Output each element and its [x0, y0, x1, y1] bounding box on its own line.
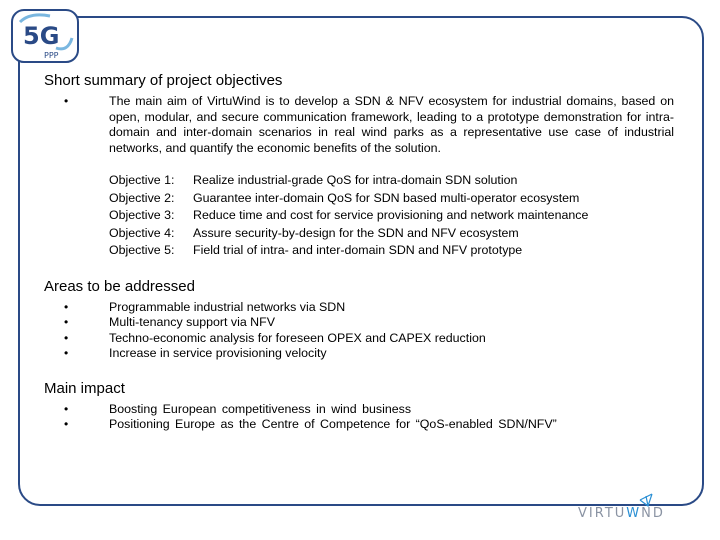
bullet-icon: •	[64, 346, 69, 361]
virtuwind-logo	[578, 492, 682, 528]
summary-bullets	[44, 94, 674, 156]
list-item-text: Techno-economic analysis for foreseen OPEX and CAPEX reduction	[109, 330, 486, 345]
virtuwind-text-a: VIRTU	[578, 506, 627, 521]
objective-row	[109, 190, 674, 208]
virtuwind-text-b: W	[626, 506, 642, 521]
impact-heading: Main impact	[44, 379, 125, 397]
list-item	[44, 417, 674, 433]
ppp-logo-text: PPP	[44, 51, 59, 60]
objective-text: Realize industrial-grade QoS for intra-domain SDN solution	[193, 173, 518, 187]
list-item-text: Programmable industrial networks via SDN	[109, 299, 346, 314]
list-item	[44, 346, 674, 362]
objective-text: Reduce time and cost for service provisioning and network maintenance	[193, 208, 589, 223]
bullet-icon: •	[64, 94, 69, 108]
objective-label: Objective 5:	[109, 243, 175, 258]
list-item-text: Multi-tenancy support via NFV	[109, 315, 275, 330]
areas-heading: Areas to be addressed	[44, 277, 195, 295]
objectives-list	[109, 172, 674, 260]
5g-logo-text: 5G	[23, 22, 60, 50]
summary-heading: Short summary of project objectives	[44, 72, 283, 89]
list-item-text: Increase in service provisioning velocity	[109, 346, 327, 361]
impact-section	[44, 380, 674, 433]
objective-label: Objective 1:	[109, 173, 175, 187]
list-item-text: Boosting European competitiveness in wind business	[109, 401, 412, 416]
objective-row	[109, 225, 674, 243]
areas-section	[44, 278, 674, 362]
objective-row	[109, 207, 674, 225]
list-item-text: Positioning Europe as the Centre of Competence for “QoS-enabled SDN/NFV”	[109, 417, 557, 432]
areas-list	[44, 300, 674, 362]
objective-row	[109, 242, 674, 260]
summary-main-bullet	[44, 94, 674, 156]
5g-ppp-logo	[10, 8, 80, 64]
objective-label: Objective 2:	[109, 190, 175, 205]
virtuwind-text-c: ND	[641, 506, 665, 521]
objective-text: Assure security-by-design for the SDN and NFV ecosystem	[193, 225, 519, 240]
bullet-icon: •	[64, 417, 69, 432]
objective-row	[109, 172, 674, 190]
objective-label: Objective 4:	[109, 225, 175, 240]
bullet-icon: •	[64, 401, 69, 416]
impact-list	[44, 402, 674, 433]
list-item	[44, 402, 674, 418]
list-item	[44, 300, 674, 316]
bullet-icon: •	[64, 299, 69, 314]
bullet-icon: •	[64, 315, 69, 330]
bullet-icon: •	[64, 330, 69, 345]
list-item	[44, 315, 674, 331]
virtuwind-logo-text	[578, 506, 665, 521]
summary-main-text: The main aim of VirtuWind is to develop a SDN & NFV ecosystem for industrial domains, based on open, modular, and secure communication framework, leading to a prototype demonstration for intra-domain and inter-domain scenarios in real wind parks as a representative use case of industrial networks, and quantify the economic benefits of the solution.	[109, 94, 674, 155]
list-item	[44, 331, 674, 347]
objective-label: Objective 3:	[109, 208, 175, 223]
objective-text: Guarantee inter-domain QoS for SDN based multi-operator ecosystem	[193, 190, 580, 205]
slide-content	[44, 72, 674, 433]
objective-text: Field trial of intra- and inter-domain SDN and NFV prototype	[193, 243, 523, 258]
